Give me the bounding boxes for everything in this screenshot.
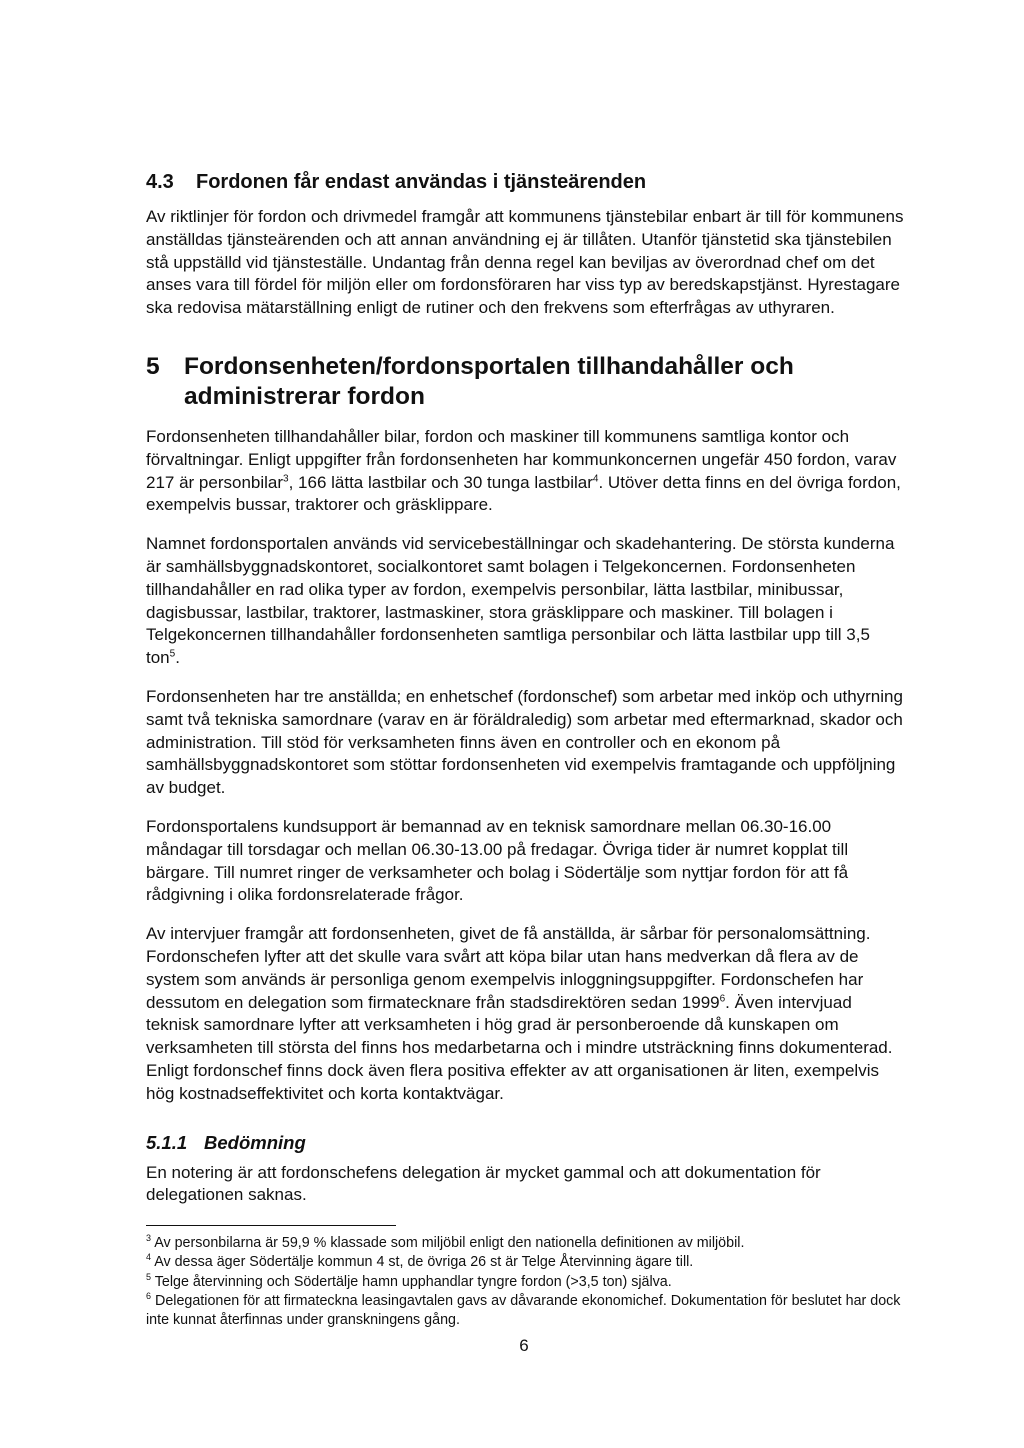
paragraph-5-5: Av intervjuer framgår att fordonsenheten, givet de få anställda, är sårbar för personalomsättning. Fordonschefen lyfter att det skulle vara svårt att köpa bilar utan hans medverkan då flera av de system som används är personliga genom exempelvis inloggningsuppgifter. Fordonschefen har dessutom en delegation som firmatecknare från stadsdirektören sedan 1999$^6$. Även intervjuad teknisk samordnare lyfter att verksamheten i hög grad är personberoende då kunskapen om verksamheten till största del finns hos medarbetarna och i mindre utsträckning finns dokumenterad. Enligt fordonschef finns dock även flera positiva effekter av att organisationen är liten, exempelvis hög kostnadseffektivitet och korta kontaktvägar. (146, 924, 893, 1103)
footnote: $^4$ Av dessa äger Södertälje kommun 4 st, de övriga 26 st är Telge Återvinning ägare till. (146, 1252, 694, 1271)
heading-number: 4.3 (146, 171, 174, 193)
footnote: $^5$ Telge återvinning och Södertälje hamn upphandlar tyngre fordon (>3,5 ton) själva. (146, 1271, 672, 1290)
footnote-divider (146, 1225, 396, 1226)
heading-number: 5 (146, 352, 160, 380)
paragraph-4-3: Av riktlinjer för fordon och drivmedel framgår att kommunens tjänstebilar enbart är till för kommunens anställdas tjänsteärenden och att annan användning ej är tillåten. Utanför tjänstetid ska tjänstebilen stå uppställd vid tjänsteställe. Undantag från denna regel kan beviljas av överordnad chef om det anses vara till fördel för miljön eller om fordonsföraren har viss typ av beredskapstjänst. Hyrestagare ska redovisa mätarställning enligt de rutiner och den frekvens som efterfrågas av uthyraren. (146, 207, 904, 318)
heading-number: 5.1.1 (146, 1131, 188, 1153)
paragraph-5-4: Fordonsportalens kundsupport är bemannad av en teknisk samordnare mellan 06.30-16.00 måndagar till torsdagar och mellan 06.30-13.00 på fredagar. Övriga tider är numret kopplat till bärgare. Till numret ringer de verksamheter och bolag i Södertälje som nyttjar fordon för att få rådgivning i olika fordonsrelaterade frågor. (146, 816, 849, 905)
paragraph-5-3: Fordonsenheten har tre anställda; en enhetschef (fordonschef) som arbetar med inköp och uthyrning samt två tekniska samordnare (varav en är föräldraledig) som arbetar med eftermarknad, skador och administration. Till stöd för verksamheten finns även en controller och en ekonom på samhällsbyggnadskontoret som stöttar fordonsenheten vid exempelvis framtagande och uppföljning av budget. (146, 686, 903, 798)
footnote: $^6$ Delegationen för att firmateckna leasingavtalen gavs av dåvarande ekonomichef. Dokumentation för beslutet har dock inte kunnat återfinnas under granskningens gång. (146, 1290, 901, 1328)
footnote-ref-6[interactable]: 6 (719, 992, 726, 1004)
heading-title: Fordonen får endast användas i tjänsteärenden (196, 171, 647, 193)
footnote-ref-5[interactable]: 5 (169, 648, 176, 660)
footnote-ref-4[interactable]: 4 (592, 472, 599, 484)
heading-title: Bedömning (204, 1131, 306, 1153)
heading-4-3 (146, 168, 906, 196)
page-number: 6 (519, 1336, 529, 1355)
heading-5-1-1 (146, 1130, 906, 1156)
paragraph-5-2: Namnet fordonsportalen används vid servicebeställningar och skadehantering. De största kunderna är samhällsbyggnadskontoret, socialkontoret samt bolagen i Telgekoncernen. Fordonsenheten tillhandahåller en rad olika typer av fordon, exempelvis personbilar, lätta lastbilar, minibussar, dagisbussar, lastbilar, traktorer, lastmaskiner, stora gräsklippare och maskiner. Till bolagen i Telgekoncernen tillhandahåller fordonsenheten samtliga personbilar och lätta lastbilar upp till 3,5 ton$^5$. (146, 534, 895, 668)
paragraph-5-1-1: En notering är att fordonschefens delegation är mycket gammal och att dokumentation för delegationen saknas. (146, 1162, 821, 1205)
document-page (146, 168, 906, 1330)
heading-title: Fordonsenheten/fordonsportalen tillhandahåller och administrerar fordon (184, 352, 794, 410)
paragraph-5-1: Fordonsenheten tillhandahåller bilar, fordon och maskiner till kommunens samtliga kontor och förvaltningar. Enligt uppgifter från fordonsenheten har kommunkoncernen ungefär 450 fordon, varav 217 är personbilar$^3$, 166 lätta lastbilar och 30 tunga lastbilar$^4$. Utöver detta finns en del övriga fordon, exempelvis bussar, traktorer och gräsklippare. (146, 426, 901, 515)
footnote: $^3$ Av personbilarna är 59,9 % klassade som miljöbil enligt den nationella definitionen av miljöbil. (146, 1233, 745, 1252)
heading-5 (146, 352, 906, 412)
footnote-ref-3[interactable]: 3 (283, 472, 289, 484)
